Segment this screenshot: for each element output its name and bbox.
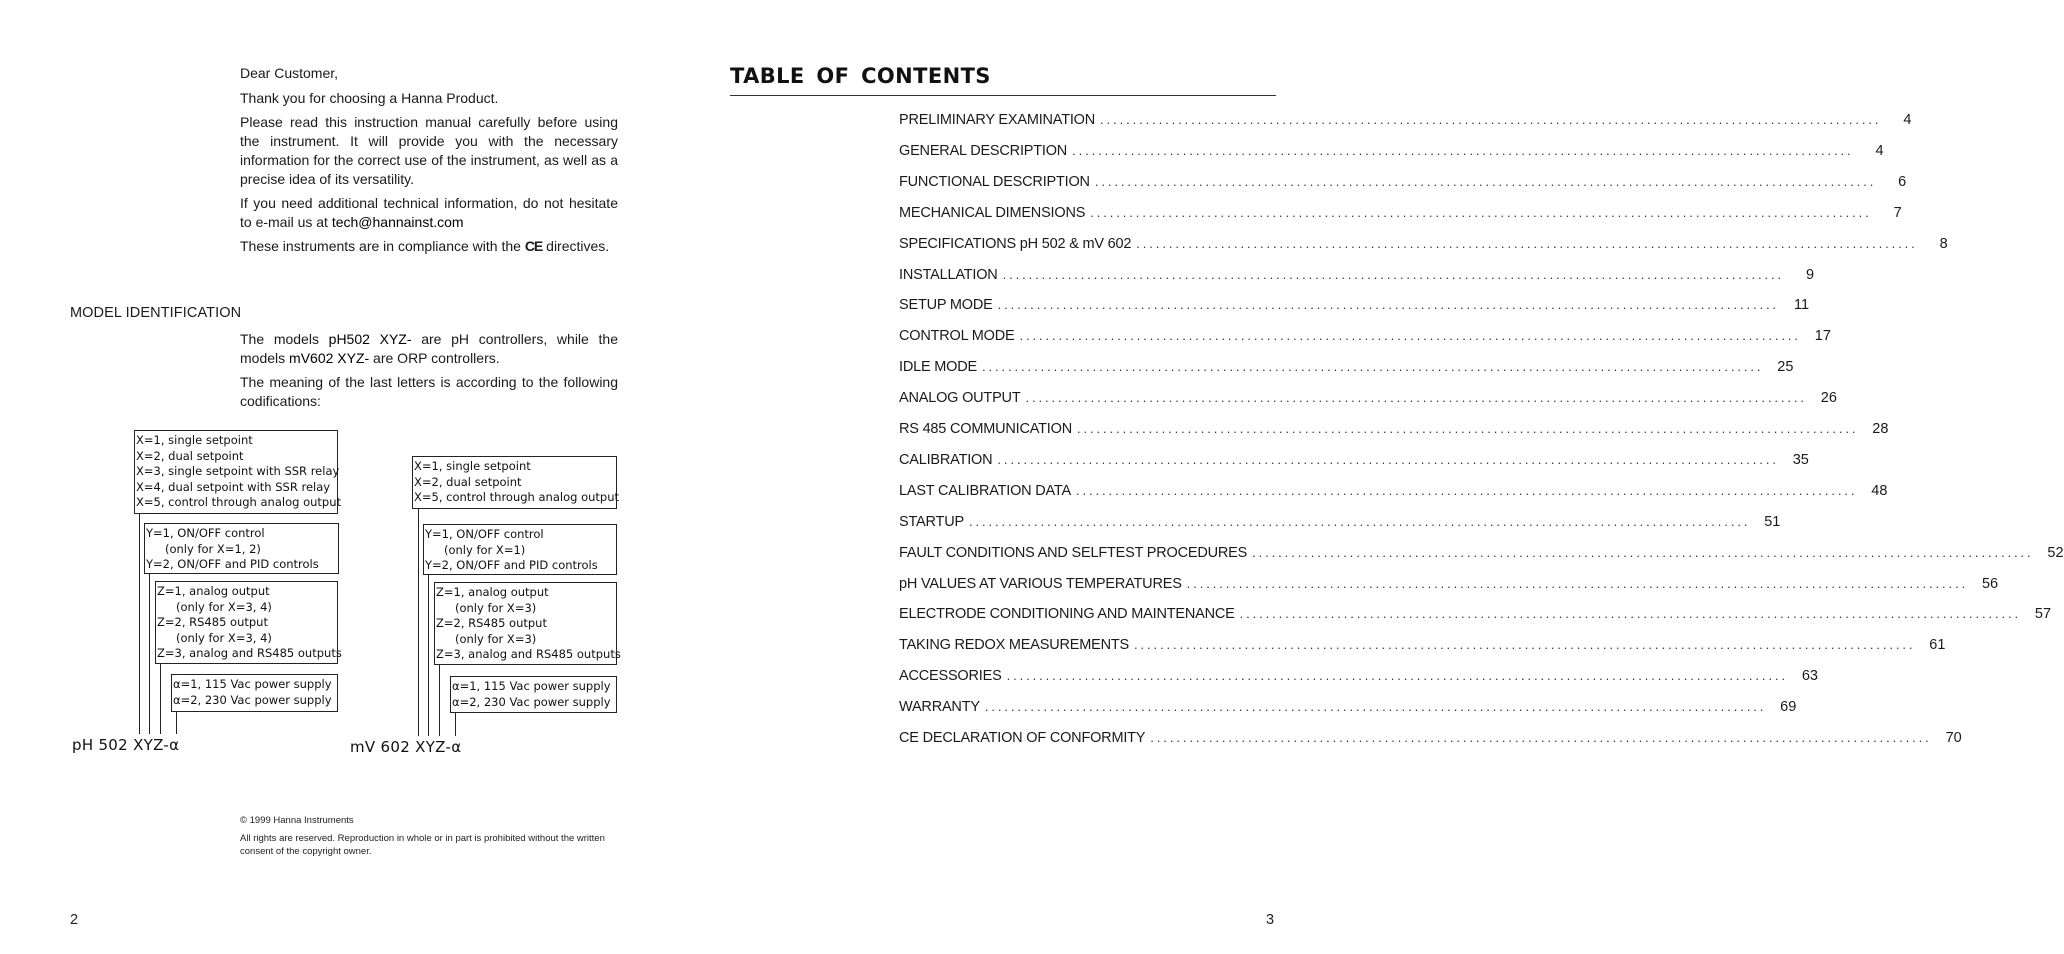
- ph-x-box: [134, 430, 342, 514]
- toc-entry-page: 25: [1777, 359, 1794, 375]
- toc-entry-page: 63: [1801, 668, 1818, 684]
- ph-z-line: Z=1, analog output: [157, 584, 270, 598]
- mv-y-box: [423, 524, 617, 575]
- toc-entry-page: 57: [2034, 606, 2052, 622]
- toc-leader-dots: ........................................................................................................................: [1076, 483, 1858, 498]
- ph-z-line: Z=2, RS485 output: [157, 615, 268, 629]
- models-text-a: The models: [240, 331, 329, 347]
- toc-leader-dots: ........................................................................................................................: [997, 297, 1780, 312]
- toc-entry-label: INSTALLATION: [899, 267, 998, 283]
- toc-entry[interactable]: [899, 699, 1797, 721]
- toc-entry[interactable]: [899, 359, 1794, 381]
- toc-leader-dots: ........................................................................................................................: [1076, 421, 1859, 436]
- toc-entry-page: 4: [1903, 112, 1912, 128]
- toc-entry[interactable]: [899, 421, 1889, 443]
- toc-entry-label: PRELIMINARY EXAMINATION: [899, 112, 1096, 128]
- ph-z-line: Z=3, analog and RS485 outputs: [157, 646, 342, 660]
- models-text-b: are pH controllers, while the models: [240, 331, 618, 366]
- toc-entry[interactable]: [899, 174, 1907, 196]
- ph-y-line: (only for X=1, 2): [165, 541, 261, 556]
- mv-z-line: (only for X=3): [455, 631, 537, 646]
- ph-y-connector: [149, 573, 150, 734]
- mv-model-label: mV 602 XYZ-α: [350, 738, 462, 756]
- support-text: If you need additional technical information, do not hesitate to e-mail us at: [240, 195, 618, 230]
- ph-y-box: [144, 523, 339, 574]
- thanks-line: Thank you for choosing a Hanna Product.: [240, 90, 499, 106]
- mv-x-line: X=1, single setpoint: [414, 459, 531, 473]
- toc-entry-page: 61: [1929, 637, 1946, 653]
- toc-entry-label: RS 485 COMMUNICATION: [899, 421, 1072, 437]
- toc-entry-page: 4: [1875, 143, 1884, 159]
- toc-leader-dots: ........................................................................................................................: [1002, 267, 1785, 282]
- model-identification-heading: MODEL IDENTIFICATION: [70, 305, 242, 321]
- compliance-tail: directives.: [542, 238, 610, 254]
- toc-leader-dots: ........................................................................................................................: [1090, 205, 1872, 220]
- toc-entry[interactable]: [899, 730, 1962, 752]
- ph-x-line: X=4, dual setpoint with SSR relay: [136, 479, 331, 494]
- toc-leader-dots: ........................................................................................................................: [1094, 174, 1877, 189]
- toc-leader-dots: ........................................................................................................................: [1100, 112, 1882, 127]
- toc-leader-dots: ........................................................................................................................: [1133, 637, 1916, 652]
- ph-x-line: X=1, single setpoint: [136, 433, 253, 447]
- mv-x-line: X=2, dual setpoint: [414, 474, 522, 489]
- toc-entry-label: CE DECLARATION OF CONFORMITY: [899, 730, 1146, 746]
- toc-entry-page: 51: [1764, 514, 1781, 530]
- toc-entry[interactable]: [899, 545, 2064, 567]
- toc-entry-page: 52: [2047, 545, 2064, 561]
- ph-z-line: (only for X=3, 4): [176, 599, 272, 614]
- toc-entry-page: 28: [1872, 421, 1889, 437]
- mv-z-connector: [439, 664, 440, 736]
- toc-entry-page: 48: [1871, 483, 1888, 499]
- models-paragraph: [240, 330, 618, 368]
- mv-alpha-box: [450, 676, 617, 713]
- toc-leader-dots: ........................................................................................................................: [1006, 668, 1788, 683]
- toc-entry-page: 9: [1805, 267, 1815, 283]
- toc-entry-label: IDLE MODE: [899, 359, 977, 375]
- toc-entry-label: SPECIFICATIONS pH 502 & mV 602: [899, 236, 1132, 252]
- copyright-line: © 1999 Hanna Instruments: [240, 815, 354, 826]
- ph-x-line: X=2, dual setpoint: [136, 448, 244, 463]
- toc-entry[interactable]: [899, 452, 1809, 474]
- toc-leader-dots: ........................................................................................................................: [984, 699, 1767, 714]
- toc-leader-dots: ........................................................................................................................: [1072, 143, 1854, 158]
- mv-alpha-line: α=1, 115 Vac power supply: [452, 679, 611, 693]
- mv-x-line: X=5, control through analog output: [414, 490, 620, 504]
- toc-entry[interactable]: [899, 205, 1902, 227]
- ce-mark-icon: CE: [524, 238, 543, 254]
- mv-y-line: Y=1, ON/OFF control: [425, 527, 544, 541]
- support-paragraph: [240, 194, 618, 232]
- copyright-notice: [240, 814, 620, 863]
- toc-entry[interactable]: [899, 606, 2052, 628]
- toc-entry-label: ANALOG OUTPUT: [899, 390, 1021, 406]
- toc-entry[interactable]: [899, 236, 1948, 258]
- toc-entry-page: 69: [1780, 699, 1797, 715]
- mv-z-line: Z=3, analog and RS485 outputs: [436, 647, 621, 661]
- ph-y-line: Y=2, ON/OFF and PID controls: [146, 557, 319, 571]
- ph-model-label: pH 502 XYZ-α: [72, 736, 180, 754]
- toc-entry-label: MECHANICAL DIMENSIONS: [899, 205, 1086, 221]
- codification-paragraph: The meaning of the last letters is according to the following codifications:: [240, 374, 618, 409]
- toc-entry[interactable]: [899, 668, 1818, 690]
- toc-entry-label: FAULT CONDITIONS AND SELFTEST PROCEDURES: [899, 545, 1248, 561]
- toc-leader-dots: ........................................................................................................................: [1150, 730, 1932, 745]
- intro-paragraph: Please read this instruction manual carefully before using the instrument. It will provide you with the necessary information for the correct use of the instrument, as well as a precise idea of its versatility.: [240, 114, 618, 187]
- toc-leader-dots: ........................................................................................................................: [1239, 606, 2022, 621]
- toc-entry-page: 56: [1981, 576, 1999, 592]
- toc-entry-page: 70: [1945, 730, 1962, 746]
- model-mv-name: mV602 XYZ-: [289, 350, 370, 366]
- ph-z-box: [155, 581, 342, 664]
- model-identification-body: [240, 330, 618, 416]
- toc-entry[interactable]: [899, 112, 1912, 134]
- ph-alpha-line: α=1, 115 Vac power supply: [173, 677, 332, 691]
- toc-entry[interactable]: [899, 328, 1831, 350]
- ph-x-line: X=5, control through analog output: [136, 495, 342, 509]
- right-page-number: 3: [1266, 912, 1275, 928]
- toc-leader-dots: ........................................................................................................................: [981, 359, 1764, 374]
- mv-z-box: [434, 582, 621, 665]
- toc-entry-page: 17: [1814, 328, 1831, 344]
- mv-y-connector: [428, 574, 429, 736]
- toc-entry-label: ELECTRODE CONDITIONING AND MAINTENANCE: [899, 606, 1235, 622]
- compliance-text: These instruments are in compliance with the: [240, 238, 525, 254]
- toc-title: TABLE OF CONTENTS: [730, 64, 991, 88]
- toc-entry-label: FUNCTIONAL DESCRIPTION: [899, 174, 1090, 190]
- ph-x-line: X=3, single setpoint with SSR relay: [136, 464, 340, 478]
- toc-entry-page: 6: [1898, 174, 1907, 190]
- mv-alpha-line: α=2, 230 Vac power supply: [452, 694, 611, 709]
- toc-entry-page: 26: [1820, 390, 1837, 406]
- toc-entry-label: pH VALUES AT VARIOUS TEMPERATURES: [899, 576, 1182, 592]
- toc-entry[interactable]: [899, 267, 1815, 289]
- toc-entry[interactable]: [899, 483, 1888, 505]
- mv-z-line: Z=1, analog output: [436, 585, 549, 599]
- model-ph-name: pH502 XYZ-: [328, 331, 412, 347]
- intro-letter: [240, 64, 618, 261]
- toc-entry-label: GENERAL DESCRIPTION: [899, 143, 1068, 159]
- toc-leader-dots: ........................................................................................................................: [1025, 390, 1807, 405]
- left-page-number: 2: [70, 912, 79, 928]
- ph-alpha-box: [171, 674, 338, 712]
- ph-x-connector: [139, 513, 140, 734]
- toc-divider: [730, 95, 1276, 96]
- mv-z-line: Z=2, RS485 output: [436, 616, 547, 630]
- toc-entry-label: TAKING REDOX MEASUREMENTS: [899, 637, 1129, 653]
- mv-y-line: (only for X=1): [444, 542, 526, 557]
- ph-z-line: (only for X=3, 4): [176, 630, 272, 645]
- mv-y-line: Y=2, ON/OFF and PID controls: [425, 558, 598, 572]
- toc-entry-page: 11: [1793, 297, 1810, 313]
- toc-entry[interactable]: [899, 143, 1884, 165]
- models-text-c: are ORP controllers.: [369, 350, 500, 366]
- toc-entry-label: CONTROL MODE: [899, 328, 1015, 344]
- toc-entry-label: SETUP MODE: [899, 297, 993, 313]
- toc-entry-page: 7: [1893, 205, 1902, 221]
- toc-entry[interactable]: [899, 297, 1810, 319]
- toc-entry[interactable]: [899, 637, 1946, 659]
- rights-reserved-line: All rights are reserved. Reproduction in whole or in part is prohibited without the written consent of the copyright owner.: [240, 833, 605, 857]
- toc-entry-label: ACCESSORIES: [899, 668, 1002, 684]
- toc-leader-dots: ........................................................................................................................: [1186, 576, 1969, 591]
- toc-entry-page: 35: [1792, 452, 1809, 468]
- mv-alpha-connector: [455, 712, 456, 736]
- toc-leader-dots: ........................................................................................................................: [997, 452, 1779, 467]
- toc-leader-dots: ........................................................................................................................: [968, 514, 1751, 529]
- ph-alpha-line: α=2, 230 Vac power supply: [173, 692, 332, 707]
- toc-entry[interactable]: [899, 576, 1999, 598]
- toc-entry[interactable]: [899, 390, 1837, 412]
- toc-entry-label: CALIBRATION: [899, 452, 993, 468]
- compliance-paragraph: [240, 237, 618, 256]
- mv-z-line: (only for X=3): [455, 600, 537, 615]
- toc-entry-label: WARRANTY: [899, 699, 980, 715]
- mv-x-box: [412, 456, 620, 509]
- toc-entry-label: STARTUP: [899, 514, 964, 530]
- toc-entry[interactable]: [899, 514, 1781, 536]
- greeting: Dear Customer,: [240, 65, 339, 81]
- toc-leader-dots: ........................................................................................................................: [1019, 328, 1801, 343]
- support-email-link[interactable]: tech@hannainst.com: [331, 214, 464, 230]
- toc-entry-page: 8: [1939, 236, 1948, 252]
- ph-z-connector: [160, 663, 161, 734]
- toc-leader-dots: ........................................................................................................................: [1252, 545, 2034, 560]
- ph-alpha-connector: [176, 711, 177, 734]
- toc-leader-dots: ........................................................................................................................: [1136, 236, 1918, 251]
- ph-y-line: Y=1, ON/OFF control: [146, 526, 265, 540]
- toc-entry-label: LAST CALIBRATION DATA: [899, 483, 1071, 499]
- mv-x-connector: [418, 508, 419, 736]
